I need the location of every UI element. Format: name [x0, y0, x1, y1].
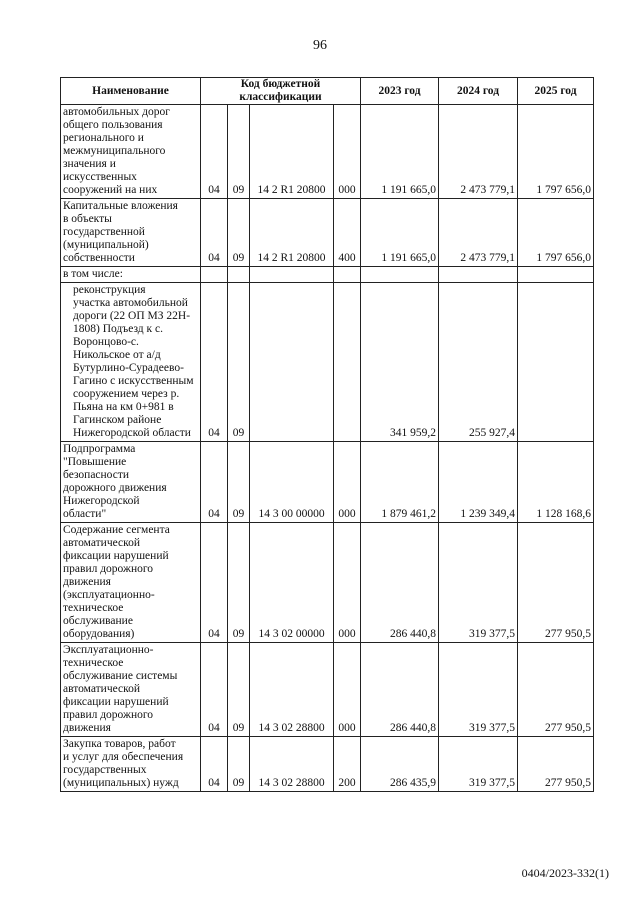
row-2023: 286 440,8	[361, 643, 439, 737]
row-target-article: 14 2 R1 20800	[250, 199, 334, 267]
row-section	[201, 267, 228, 283]
row-section: 04	[201, 283, 228, 442]
row-expense-type	[334, 283, 361, 442]
header-2025: 2025 год	[518, 78, 594, 105]
row-expense-type: 000	[334, 643, 361, 737]
page-number: 96	[313, 38, 327, 53]
row-2025	[518, 267, 594, 283]
header-2023: 2023 год	[361, 78, 439, 105]
row-expense-type	[334, 267, 361, 283]
row-name: Эксплуатационно- техническое обслуживание системы автоматической фиксации нарушений правил дорожного движения	[61, 643, 201, 737]
row-target-article: 14 3 02 00000	[250, 523, 334, 643]
row-target-article: 14 3 02 28800	[250, 737, 334, 792]
row-section: 04	[201, 643, 228, 737]
row-2024: 2 473 779,1	[439, 199, 518, 267]
row-2025	[518, 283, 594, 442]
row-expense-type: 000	[334, 442, 361, 523]
row-name: Содержание сегмента автоматической фиксации нарушений правил дорожного движения (эксплуатационно- техническое обслуживание оборудования)	[61, 523, 201, 643]
row-2025: 277 950,5	[518, 523, 594, 643]
row-subsection: 09	[228, 643, 250, 737]
row-2023: 341 959,2	[361, 283, 439, 442]
row-section: 04	[201, 737, 228, 792]
row-2024: 319 377,5	[439, 643, 518, 737]
row-2025: 1 797 656,0	[518, 199, 594, 267]
budget-table	[60, 77, 594, 792]
header-code: Код бюджетной классификации	[201, 78, 361, 105]
table-header-row	[61, 78, 594, 105]
row-target-article: 14 3 00 00000	[250, 442, 334, 523]
table-row	[61, 199, 594, 267]
row-section: 04	[201, 199, 228, 267]
row-subsection: 09	[228, 283, 250, 442]
row-expense-type: 200	[334, 737, 361, 792]
table-row	[61, 523, 594, 643]
table-row	[61, 737, 594, 792]
row-2023: 286 440,8	[361, 523, 439, 643]
row-subsection	[228, 267, 250, 283]
document-code: 0404/2023-332(1)	[521, 866, 609, 880]
row-2024: 319 377,5	[439, 523, 518, 643]
row-2025: 1 797 656,0	[518, 105, 594, 199]
table-row	[61, 643, 594, 737]
row-expense-type: 000	[334, 523, 361, 643]
row-subsection: 09	[228, 105, 250, 199]
row-2023	[361, 267, 439, 283]
table-row	[61, 442, 594, 523]
row-2023: 286 435,9	[361, 737, 439, 792]
row-subsection: 09	[228, 442, 250, 523]
row-section: 04	[201, 105, 228, 199]
row-subsection: 09	[228, 737, 250, 792]
table-row	[61, 283, 594, 442]
row-target-article	[250, 267, 334, 283]
row-2024: 2 473 779,1	[439, 105, 518, 199]
row-name: в том числе:	[61, 267, 201, 283]
table-row	[61, 267, 594, 283]
row-2025: 277 950,5	[518, 737, 594, 792]
row-target-article	[250, 283, 334, 442]
row-name: автомобильных дорог общего пользования регионального и межмуниципального значения и искусственных сооружений на них	[61, 105, 201, 199]
row-expense-type: 000	[334, 105, 361, 199]
row-2025: 1 128 168,6	[518, 442, 594, 523]
row-section: 04	[201, 523, 228, 643]
row-section: 04	[201, 442, 228, 523]
row-name: Капитальные вложения в объекты государственной (муниципальной) собственности	[61, 199, 201, 267]
row-target-article: 14 3 02 28800	[250, 643, 334, 737]
row-2023: 1 879 461,2	[361, 442, 439, 523]
row-subsection: 09	[228, 199, 250, 267]
header-2024: 2024 год	[439, 78, 518, 105]
header-name: Наименование	[61, 78, 201, 105]
row-2023: 1 191 665,0	[361, 199, 439, 267]
row-2025: 277 950,5	[518, 643, 594, 737]
row-2024: 1 239 349,4	[439, 442, 518, 523]
table-row	[61, 105, 594, 199]
row-name: реконструкция участка автомобильной дороги (22 ОП МЗ 22Н- 1808) Подъезд к с. Воронцово-с. Никольское от а/д Бутурлино-Сурадеево- Гагино с искусственным сооружением через р. Пьяна на км 0+981 в Гагинском районе Нижегородской области	[61, 283, 201, 442]
row-2023: 1 191 665,0	[361, 105, 439, 199]
row-name: Подпрограмма "Повышение безопасности дорожного движения Нижегородской области"	[61, 442, 201, 523]
row-2024: 319 377,5	[439, 737, 518, 792]
row-expense-type: 400	[334, 199, 361, 267]
row-name: Закупка товаров, работ и услуг для обеспечения государственных (муниципальных) нужд	[61, 737, 201, 792]
row-2024: 255 927,4	[439, 283, 518, 442]
row-target-article: 14 2 R1 20800	[250, 105, 334, 199]
row-2024	[439, 267, 518, 283]
row-subsection: 09	[228, 523, 250, 643]
